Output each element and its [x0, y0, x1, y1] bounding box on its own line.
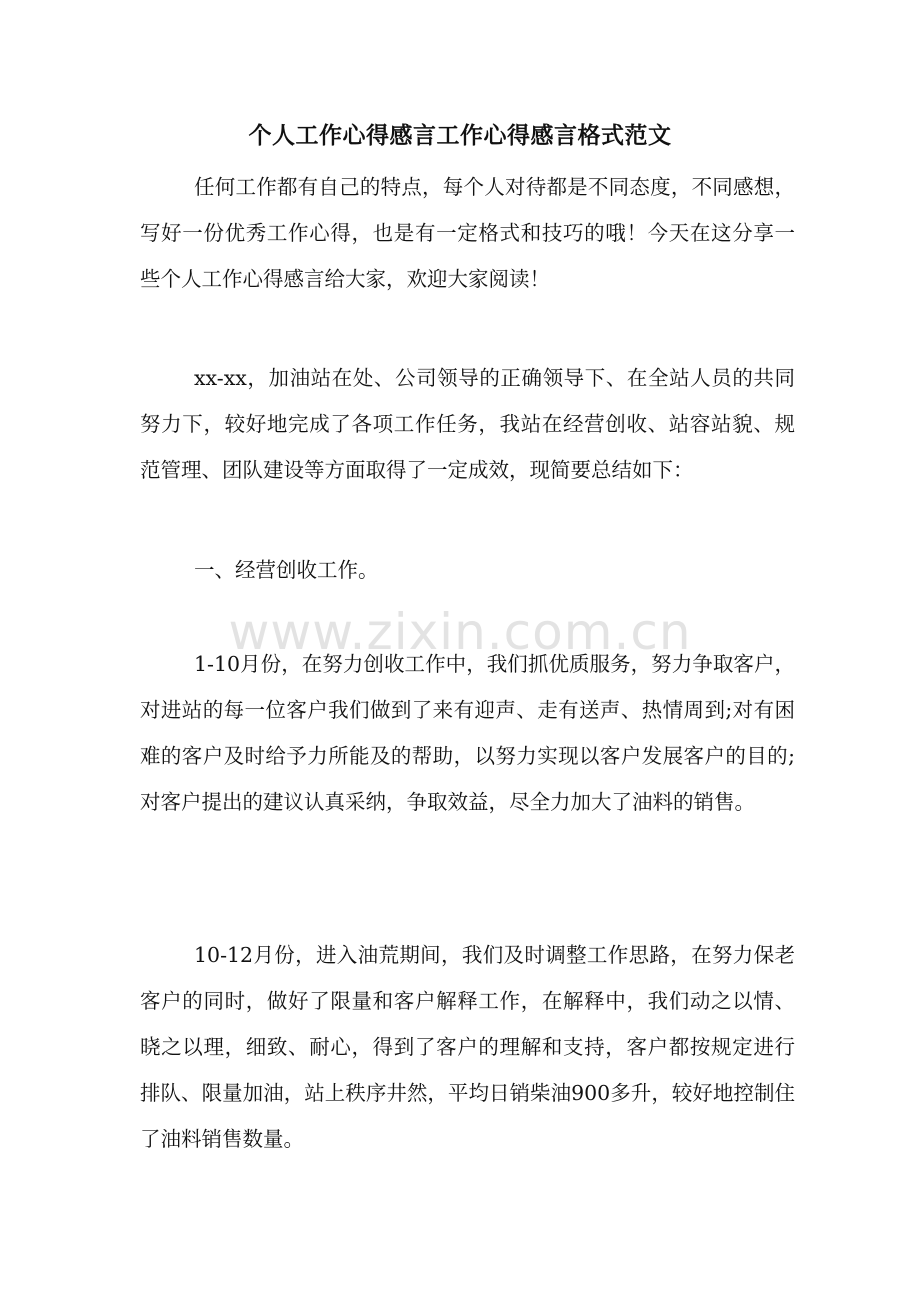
paragraph-oct-dec: 10-12月份，进入油荒期间，我们及时调整工作思路，在努力保老客户的同时，做好了限量和客户解释工作，在解释中，我们动之以情、晓之以理，细致、耐心，得到了客户的理解和支持，客户都按规定进行排队、限量加油，站上秩序井然，平均日销柴油900多升，较好地控制住了油料销售数量。 [140, 943, 795, 1151]
section-heading: 一、经营创收工作。 [194, 558, 379, 582]
paragraph-summary: xx-xx，加油站在处、公司领导的正确领导下、在全站人员的共同努力下，较好地完成了各项工作任务，我站在经营创收、站容站貌、规范管理、团队建设等方面取得了一定成效，现简要总结如下： [140, 366, 795, 482]
page-title: 个人工作心得感言工作心得感言格式范文 [248, 122, 672, 149]
watermark: www.zixin.com.cn [228, 603, 692, 661]
paragraph-jan-oct: 1-10月份，在努力创收工作中，我们抓优质服务，努力争取客户，对进站的每一位客户我们做到了来有迎声、走有送声、热情周到;对有困难的客户及时给予力所能及的帮助，以努力实现以客户发展客户的目的;对客户提出的建议认真采纳，争取效益，尽全力加大了油料的销售。 [140, 652, 795, 814]
paragraph-intro: 任何工作都有自己的特点，每个人对待都是不同态度，不同感想，写好一份优秀工作心得，也是有一定格式和技巧的哦！今天在这分享一些个人工作心得感言给大家，欢迎大家阅读！ [140, 175, 795, 291]
